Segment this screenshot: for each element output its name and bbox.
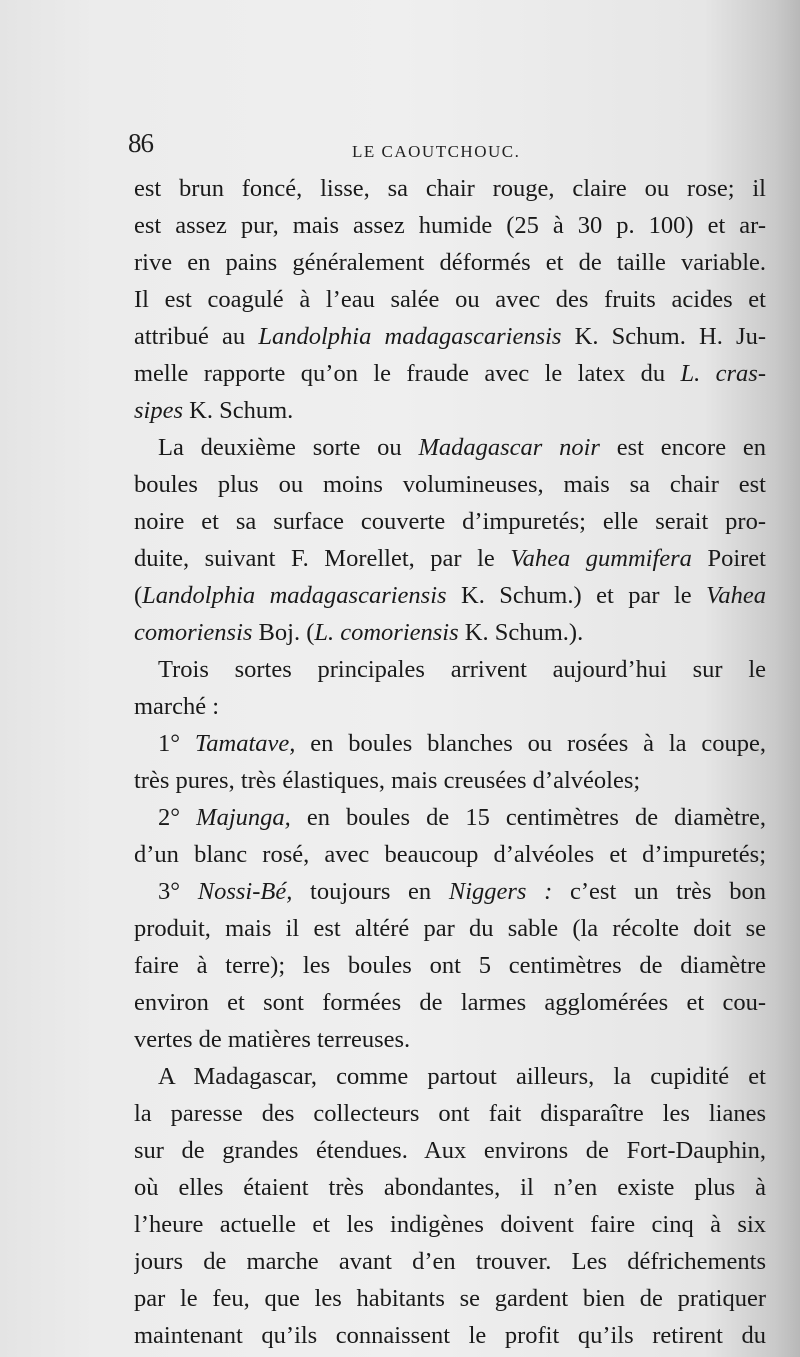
species-name: L. comoriensis — [314, 619, 459, 646]
text-line: 3° Nossi-Bé, toujours en Niggers : c’est un très bon — [158, 878, 766, 905]
text-line: (Landolphia madagascariensis K. Schum.) et par le Vahea — [134, 582, 766, 609]
text-line: attribué au Landolphia madagascariensis K. Schum. H. Ju- — [134, 323, 766, 350]
page-header — [128, 128, 758, 164]
text-line: melle rapporte qu’on le fraude avec le latex du L. cras- — [134, 360, 766, 387]
text-line: faire à terre); les boules ont 5 centimètres de diamètre — [134, 952, 766, 979]
text-line: marché : — [134, 693, 220, 720]
text-line: produit, mais il est altéré par du sable (la récolte doit se — [134, 915, 766, 942]
text-line: la paresse des collecteurs ont fait disparaître les lianes — [134, 1100, 766, 1127]
text-line: sipes K. Schum. — [134, 397, 294, 424]
species-name: Vahea gummifera — [510, 545, 692, 572]
variety-name: Madagascar noir — [418, 434, 600, 461]
text-line: rive en pains généralement déformés et de taille variable. — [134, 249, 766, 276]
text-line: duite, suivant F. Morellet, par le Vahea gummifera Poiret — [134, 545, 766, 572]
species-name: comoriensis — [134, 619, 253, 646]
text-line: 1° Tamatave, en boules blanches ou rosées à la coupe, — [158, 730, 766, 757]
text-line: jours de marche avant d’en trouver. Les défrichements — [134, 1248, 766, 1275]
body-text — [134, 170, 766, 1354]
text-line: La deuxième sorte ou Madagascar noir est encore en — [158, 434, 766, 461]
text-line: d’un blanc rosé, avec beaucoup d’alvéoles et d’impuretés; — [134, 841, 766, 868]
text-line: 2° Majunga, en boules de 15 centimètres de diamètre, — [158, 804, 766, 831]
text-line: sur de grandes étendues. Aux environs de Fort-Dauphin, — [134, 1137, 766, 1164]
species-name: L. cras- — [680, 360, 766, 387]
text-line: A Madagascar, comme partout ailleurs, la cupidité et — [158, 1063, 766, 1090]
text-line: environ et sont formées de larmes agglomérées et cou- — [134, 989, 766, 1016]
species-name: sipes — [134, 397, 183, 424]
text-line: boules plus ou moins volumineuses, mais sa chair est — [134, 471, 766, 498]
species-name: Landolphia madagascariensis — [142, 582, 447, 609]
text-line: l’heure actuelle et les indigènes doivent faire cinq à six — [134, 1211, 766, 1238]
text-line: Il est coagulé à l’eau salée ou avec des fruits acides et — [134, 286, 766, 313]
species-name: Landolphia madagascariensis — [258, 323, 562, 350]
text-line: très pures, très élastiques, mais creusées d’alvéoles; — [134, 767, 641, 794]
variety-name: Niggers : — [448, 878, 553, 905]
page-number: 86 — [128, 128, 153, 158]
variety-name: Tamatave, — [194, 730, 296, 757]
text-line: comoriensis Boj. (L. comoriensis K. Schum.). — [134, 619, 584, 646]
text-line: noire et sa surface couverte d’impuretés; elle serait pro- — [134, 508, 766, 535]
text-line: où elles étaient très abondantes, il n’en existe plus à — [134, 1174, 766, 1201]
variety-name: Nossi-Bé, — [197, 878, 293, 905]
variety-name: Majunga, — [196, 804, 291, 831]
text-line: maintenant qu’ils connaissent le profit qu’ils retirent du — [134, 1322, 766, 1349]
text-line: est brun foncé, lisse, sa chair rouge, claire ou rose; il — [134, 175, 766, 202]
text-line: Trois sortes principales arrivent aujourd’hui sur le — [158, 656, 766, 683]
text-line: vertes de matières terreuses. — [134, 1026, 411, 1053]
text-line: par le feu, que les habitants se gardent bien de pratiquer — [134, 1285, 766, 1312]
species-name: Vahea — [706, 582, 766, 609]
text-line: est assez pur, mais assez humide (25 à 30 p. 100) et ar- — [134, 212, 766, 239]
running-title: LE CAOUTCHOUC. — [352, 142, 521, 161]
